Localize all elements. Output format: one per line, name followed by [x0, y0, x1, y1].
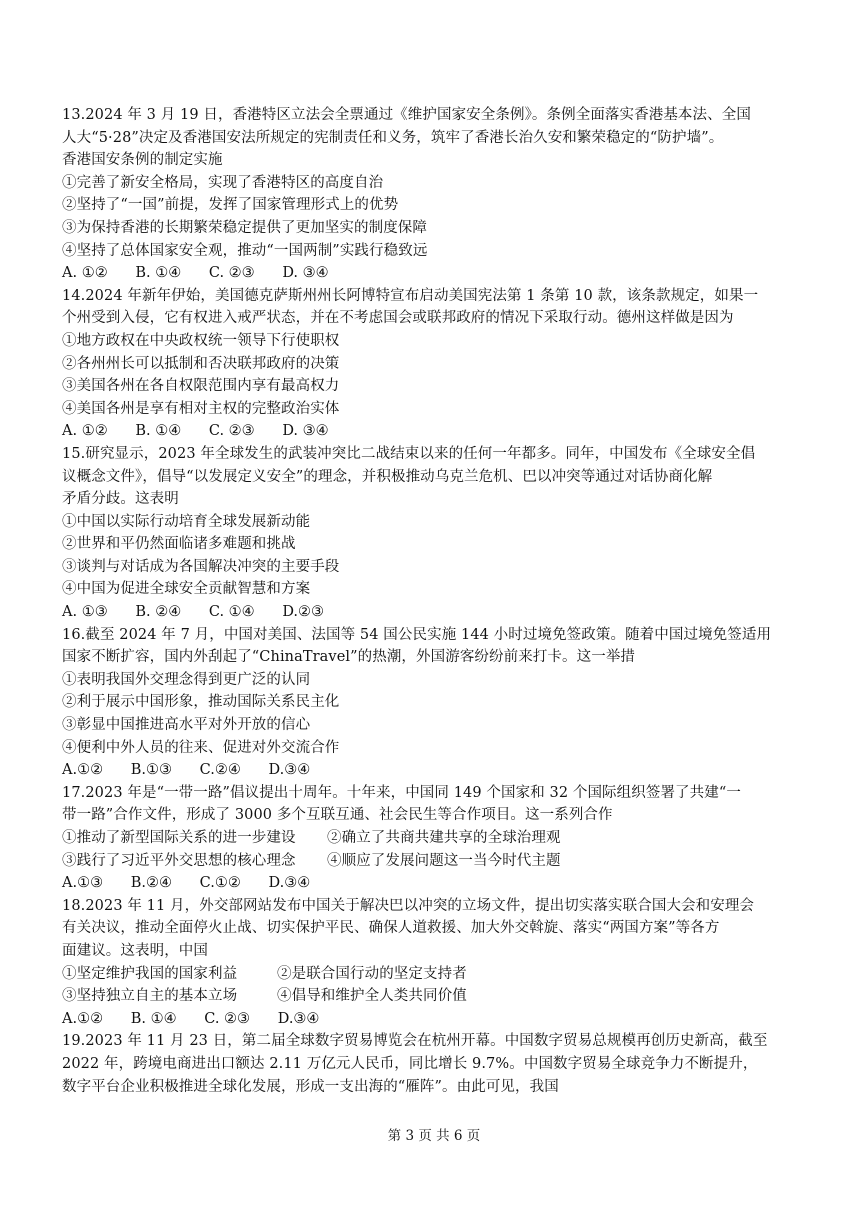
question-13: [62, 104, 804, 285]
statement-item: ④坚持了总体国家安全观，推动“一国两制”实践行稳致远: [62, 242, 428, 259]
question-stem-line: 议概念文件》，倡导“以发展定义安全”的理念，并积极推动乌克兰危机、巴以冲突等通过对话协商化解: [62, 468, 713, 485]
statement-item: ②各州州长可以抵制和否决联邦政府的决策: [62, 355, 340, 372]
question-17: [62, 782, 804, 895]
answer-options: A. ①③ B. ②④ C. ①④ D.②③: [62, 604, 325, 621]
statement-item: ①中国以实际行动培育全球发展新动能: [62, 513, 311, 530]
question-stem-line: 13.2024 年 3 月 19 日，香港特区立法会全票通过《维护国家安全条例》。条例全面落实香港基本法、全国: [62, 107, 751, 123]
page-footer: 第 3 页 共 6 页: [387, 1128, 481, 1144]
question-stem-line: 国家不断扩容，国内外刮起了“ChinaTravel”的热潮，外国游客纷纷前来打卡。这一举措: [62, 649, 636, 666]
question-stem-line: 18.2023 年 11 月，外交部网站发布中国关于解决巴以冲突的立场文件，提出切实落实联合国大会和安理会: [62, 897, 755, 914]
question-19: [62, 1030, 804, 1098]
question-stem-line: 14.2024 年新年伊始，美国德克萨斯州州长阿博特宣布启动美国宪法第 1 条第 10 款，该条款规定，如果一: [62, 287, 759, 304]
statement-pair: [62, 963, 804, 986]
question-stem-line: 香港国安条例的制定实施: [62, 152, 223, 169]
statement-item: ④美国各州是享有相对主权的完整政治实体: [62, 400, 340, 417]
question-14: [62, 285, 804, 443]
statement-item: ①完善了新安全格局，实现了香港特区的高度自治: [62, 174, 384, 191]
statement-item: ①推动了新型国际关系的进一步建设: [62, 830, 296, 846]
statement-item: ④便利中外人员的往来、促进对外交流合作: [62, 739, 340, 756]
answer-options: A. ①② B. ①④ C. ②③ D. ③④: [62, 265, 329, 282]
statement-item: ②世界和平仍然面临诸多难题和挑战: [62, 536, 296, 553]
question-stem-line: 带一路”合作文件，形成了 3000 多个互联互通、社会民生等合作项目。这一系列合作: [62, 807, 613, 824]
question-stem-line: 数字平台企业积极推进全球化发展，形成一支出海的“雁阵”。由此可见，我国: [62, 1078, 559, 1095]
question-stem-line: 面建议。这表明，中国: [62, 942, 208, 959]
statement-item: ③彰显中国推进高水平对外开放的信心: [62, 717, 311, 734]
statement-item: ②坚持了“一国”前提，发挥了国家管理形式上的优势: [62, 197, 399, 214]
statement-item: ①坚定维护我国的国家利益: [62, 965, 238, 982]
statement-pair: [62, 850, 804, 873]
statement-pair: [62, 985, 804, 1008]
question-stem-line: 有关决议，推动全面停火止战、切实保护平民、确保人道救援、加大外交斡旋、落实“两国方案”等各方: [62, 920, 720, 937]
question-stem-line: 16.截至 2024 年 7 月，中国对美国、法国等 54 国公民实施 144 小时过境免签政策。随着中国过境免签适用: [62, 626, 772, 643]
question-stem-line: 矛盾分歧。这表明: [62, 491, 179, 508]
question-stem-line: 19.2023 年 11 月 23 日，第二届全球数字贸易博览会在杭州开幕。中国数字贸易总规模再创历史新高，截至: [62, 1033, 768, 1050]
statement-item: ④中国为促进全球安全贡献智慧和方案: [62, 581, 311, 598]
statement-item: ③谈判与对话成为各国解决冲突的主要手段: [62, 558, 340, 575]
question-stem-line: 人大“5·28”决定及香港国安法所规定的宪制责任和义务，筑牢了香港长治久安和繁荣稳定的“防护墙”。: [62, 129, 724, 146]
question-stem-line: 2022 年，跨境电商进出口额达 2.11 万亿元人民币，同比增长 9.7%。中国数字贸易全球竞争力不断提升，: [62, 1055, 758, 1072]
statement-item: ②确立了共商共建共享的全球治理观: [327, 830, 561, 846]
statement-item: ③践行了习近平外交思想的核心理念: [62, 852, 296, 869]
question-18: [62, 895, 804, 1031]
statement-item: ②是联合国行动的坚定支持者: [277, 965, 467, 982]
question-stem-line: 15.研究显示，2023 年全球发生的武装冲突比二战结束以来的任何一年都多。同年，中国发布《全球安全倡: [62, 445, 756, 462]
statement-item: ①表明我国外交理念得到更广泛的认同: [62, 671, 311, 688]
answer-options: A.①② B. ①④ C. ②③ D.③④: [62, 1010, 320, 1027]
statement-item: ②利于展示中国形象，推动国际关系民主化: [62, 694, 340, 711]
statement-item: ③美国各州在各自权限范围内享有最高权力: [62, 378, 340, 395]
answer-options: A.①② B.①③ C.②④ D.③④: [62, 762, 311, 779]
statement-item: ④顺应了发展问题这一当今时代主题: [327, 852, 561, 869]
statement-item: ①地方政权在中央政权统一领导下行使职权: [62, 332, 340, 349]
statement-item: ③坚持独立自主的基本立场: [62, 988, 238, 1005]
statement-pair: [62, 827, 804, 850]
statement-item: ④倡导和维护全人类共同价值: [277, 988, 467, 1005]
question-16: [62, 624, 804, 782]
question-stem-line: 17.2023 年是“一带一路”倡议提出十周年。十年来，中国同 149 个国家和 32 个国际组织签署了共建“一: [62, 784, 741, 801]
statement-item: ③为保持香港的长期繁荣稳定提供了更加坚实的制度保障: [62, 219, 427, 236]
answer-options: A.①③ B.②④ C.①② D.③④: [62, 875, 311, 892]
exam-page: [62, 104, 804, 1098]
question-15: [62, 443, 804, 624]
question-stem-line: 个州受到入侵，它有权进入戒严状态，并在不考虑国会或联邦政府的情况下采取行动。德州这样做是因为: [62, 310, 734, 327]
answer-options: A. ①② B. ①④ C. ②③ D. ③④: [62, 423, 329, 440]
